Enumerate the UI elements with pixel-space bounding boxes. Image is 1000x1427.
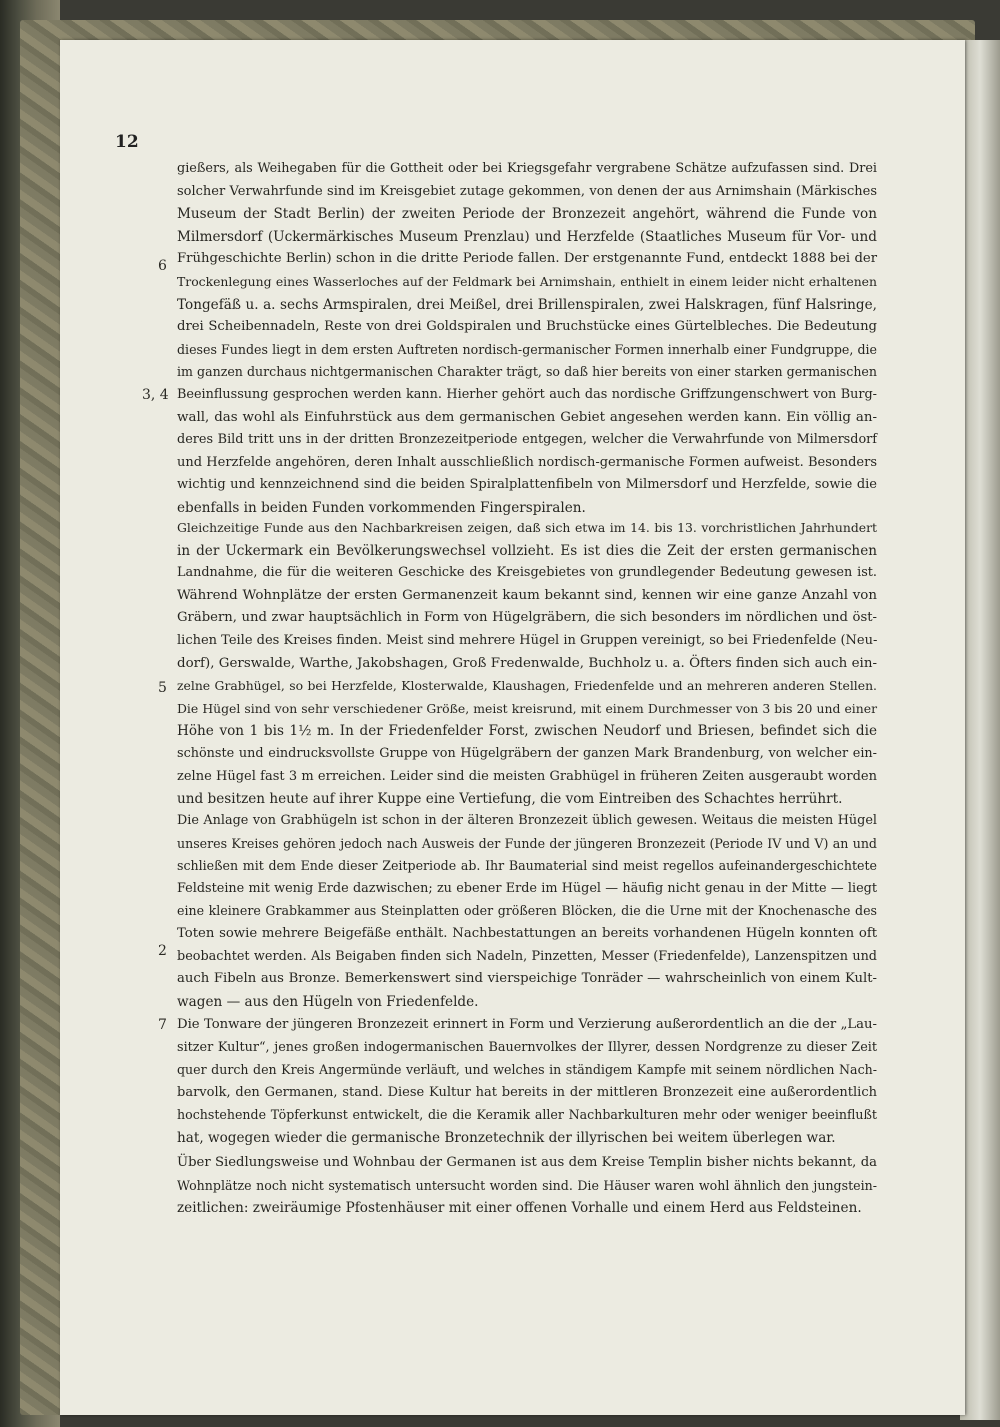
margin-note-2: 2 (158, 943, 167, 959)
text-line: hochstehende Töpferkunst entwickelt, die die Keramik aller Nachbarkulturen mehr oder weniger beeinflußt (177, 1107, 877, 1123)
text-line: ebenfalls in beiden Funden vorkommenden Fingerspiralen. (177, 499, 586, 516)
text-line: unseres Kreises gehören jedoch nach Ausweis der Funde der jüngeren Bronzezeit (Periode IV und V) an und (177, 835, 877, 851)
text-line: schließen mit dem Ende dieser Zeitperiode ab. Ihr Baumaterial sind meist regellos aufeinandergeschichtete (177, 858, 877, 874)
text-line: in der Uckermark ein Bevölkerungswechsel vollzieht. Es ist dies die Zeit der ersten germanischen (177, 542, 877, 559)
text-line: Über Siedlungsweise und Wohnbau der Germanen ist aus dem Kreise Templin bisher nichts bekannt, da (177, 1155, 877, 1170)
paragraph-burial-mounds (177, 810, 877, 1013)
text-line: Beeinflussung gesprochen werden kann. Hierher gehört auch das nordische Griffzungenschwert von Burg- (177, 386, 877, 402)
text-line: Frühgeschichte Berlin) schon in die dritte Periode fallen. Der erstgenannte Fund, entdeckt 1888 bei der (177, 251, 877, 267)
text-line: zelne Grabhügel, so bei Herzfelde, Klosterwalde, Klaushagen, Friedenfelde und an mehreren anderen Stellen. (177, 678, 877, 694)
text-line: wichtig und kennzeichnend sind die beiden Spiralplattenfibeln von Milmersdorf und Herzfelde, sowie die (177, 477, 877, 493)
margin-note-5: 5 (158, 680, 167, 696)
text-line: Die Hügel sind von sehr verschiedener Größe, meist kreisrund, mit einem Durchmesser von 3 bis 20 und einer (177, 700, 877, 716)
text-line: sitzer Kultur“, jenes großen indogermanischen Bauernvolkes der Illyrer, dessen Nordgrenze zu dieser Zeit (177, 1039, 877, 1055)
text-line: zelne Hügel fast 3 m erreichen. Leider sind die meisten Grabhügel in früheren Zeiten ausgeraubt worden (177, 768, 877, 784)
text-line: gießers, als Weihegaben für die Gottheit oder bei Kriegsgefahr vergrabene Schätze aufzufassen sind. Drei (177, 161, 877, 176)
facing-page-edge (960, 40, 1000, 1420)
text-line: Die Anlage von Grabhügeln ist schon in der älteren Bronzezeit üblich gewesen. Weitaus die meisten Hügel (177, 813, 877, 828)
text-line: dieses Fundes liegt in dem ersten Auftreten nordisch-germanischer Formen innerhalb einer Fundgruppe, die (177, 341, 877, 357)
paragraph-germanic-settlement (177, 517, 877, 811)
text-line: Die Tonware der jüngeren Bronzezeit erinnert in Form und Verzierung außerordentlich an die der „Lau- (177, 1017, 877, 1032)
text-line: drei Scheibennadeln, Reste von drei Goldspiralen und Bruchstücke eines Gürtelbleches. Die Bedeutung (177, 319, 877, 335)
text-line: eine kleinere Grabkammer aus Steinplatten oder größeren Blöcken, die die Urne mit der Knochenasche des (177, 903, 877, 919)
text-line: Tongefäß u. a. sechs Armspiralen, drei Meißel, drei Brillenspiralen, zwei Halskragen, fünf Halsringe, (177, 296, 877, 313)
paragraph-dwellings (177, 1152, 877, 1220)
text-line: lichen Teile des Kreises finden. Meist sind mehrere Hügel in Gruppen vereinigt, so bei Friedenfelde (Neu- (177, 632, 878, 648)
text-line: quer durch den Kreis Angermünde verläuft, und welches in ständigem Kampfe mit seinem nördlichen Nach- (177, 1062, 877, 1078)
text-line: im ganzen durchaus nichtgermanischen Charakter trägt, so daß hier bereits von einer starken germanischen (177, 364, 877, 380)
text-line: dorf), Gerswalde, Warthe, Jakobshagen, Groß Fredenwalde, Buchholz u. a. Öfters finden sich auch ein- (177, 655, 877, 671)
text-line: deres Bild tritt uns in der dritten Bronzezeitperiode entgegen, welcher die Verwahrfunde von Milmersdorf (177, 432, 877, 448)
page-number: 12 (115, 132, 139, 152)
text-line: Toten sowie mehrere Beigefäße enthält. Nachbestattungen an bereits vorhandenen Hügeln konnten oft (177, 925, 877, 941)
text-line: Gleichzeitige Funde aus den Nachbarkreisen zeigen, daß sich etwa im 14. bis 13. vorchristlichen Jahrhundert (177, 520, 877, 535)
text-line: Feldsteine mit wenig Erde dazwischen; zu ebener Erde im Hügel — häufig nicht genau in der Mitte — liegt (177, 880, 877, 896)
margin-note-7: 7 (158, 1017, 167, 1033)
text-line: Wohnplätze noch nicht systematisch untersucht worden sind. Die Häuser waren wohl ähnlich den jungstein- (177, 1177, 877, 1193)
text-line: beobachtet werden. Als Beigaben finden sich Nadeln, Pinzetten, Messer (Friedenfelde), Lanzenspitzen und (177, 948, 877, 964)
text-line: Milmersdorf (Uckermärkisches Museum Prenzlau) und Herzfelde (Staatliches Museum für Vor- und (177, 228, 877, 245)
text-line: Während Wohnplätze der ersten Germanenzeit kaum bekannt sind, kennen wir eine ganze Anzahl von (177, 587, 877, 603)
paragraph-pottery (177, 1014, 877, 1150)
text-line: wagen — aus den Hügeln von Friedenfelde. (177, 993, 479, 1010)
text-line: hat, wogegen wieder die germanische Bronzetechnik der illyrischen bei weitem überlegen war. (177, 1129, 836, 1146)
text-line: auch Fibeln aus Bronze. Bemerkenswert sind vierspeichige Tonräder — wahrscheinlich von einem Kult- (177, 971, 877, 987)
paragraph-hoard-finds (177, 158, 877, 520)
text-line: Trockenlegung eines Wasserloches auf der Feldmark bei Arnimshain, enthielt in einem leider nicht erhaltenen (177, 273, 877, 289)
margin-note-3-4: 3, 4 (142, 387, 169, 403)
text-line: solcher Verwahrfunde sind im Kreisgebiet zutage gekommen, von denen der aus Arnimshain (Märkisches (177, 183, 877, 199)
text-line: und Herzfelde angehören, deren Inhalt ausschließlich nordisch-germanische Formen aufweist. Besonders (177, 454, 877, 470)
text-line: Museum der Stadt Berlin) der zweiten Periode der Bronzezeit angehört, während die Funde von (177, 206, 877, 223)
margin-note-6: 6 (158, 258, 167, 274)
text-line: Gräbern, und zwar hauptsächlich in Form von Hügelgräbern, die sich besonders im nördlichen und öst- (177, 610, 877, 626)
text-line: schönste und eindrucksvollste Gruppe von Hügelgräbern der ganzen Mark Brandenburg, von welcher ein- (177, 745, 877, 761)
text-line: barvolk, den Germanen, stand. Diese Kultur hat bereits in der mittleren Bronzezeit eine außerordentlich (177, 1084, 877, 1100)
text-line: wall, das wohl als Einfuhrstück aus dem germanischen Gebiet angesehen werden kann. Ein völlig an- (177, 409, 877, 425)
text-line: Höhe von 1 bis 1½ m. In der Friedenfelder Forst, zwischen Neudorf und Briesen, befindet sich die (177, 723, 877, 740)
text-line: Landnahme, die für die weiteren Geschicke des Kreisgebietes von grundlegender Bedeutung gewesen ist. (177, 565, 877, 581)
text-line: und besitzen heute auf ihrer Kuppe eine Vertiefung, die vom Eintreiben des Schachtes herrührt. (177, 791, 843, 808)
text-line: zeitlichen: zweiräumige Pfostenhäuser mit einer offenen Vorhalle und einem Herd aus Feldsteinen. (177, 1200, 862, 1217)
